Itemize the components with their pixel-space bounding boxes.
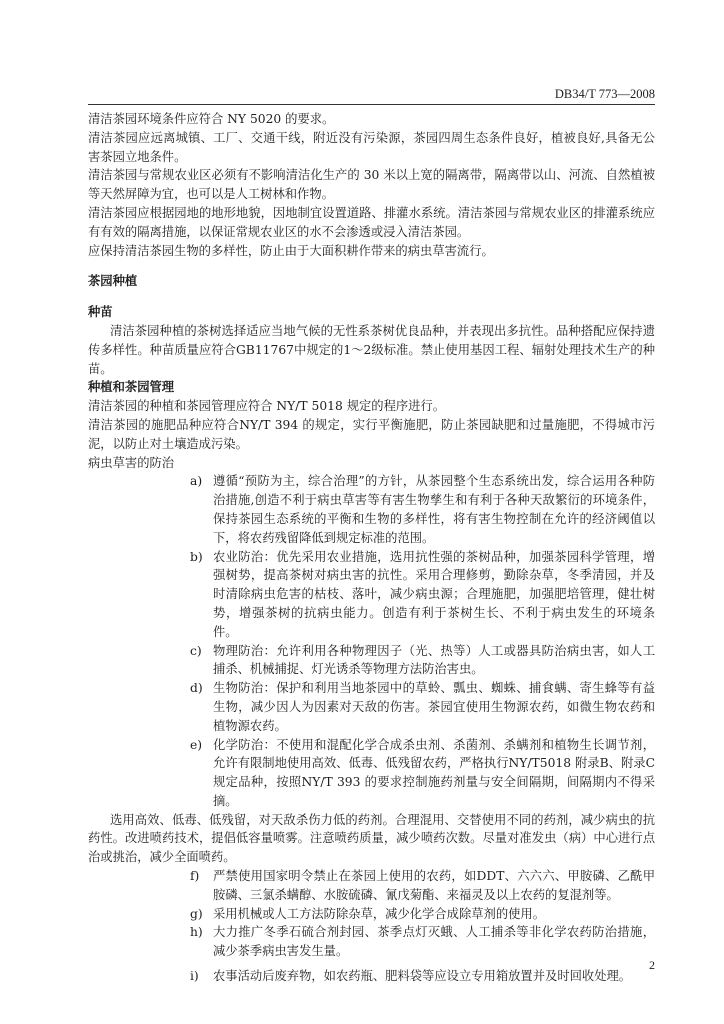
list-item-label: g): [190, 906, 203, 921]
page-number: 2: [649, 958, 655, 972]
section-heading-planting: 茶园种植: [88, 274, 138, 289]
environment-paragraph: 清洁茶园应根据园地的地形地貌，因地制宜设置道路、排灌水系统。清洁茶园与常规农业区的排灌系统应有有效的隔离措施，以保证常规农业区的水不会渗透或浸入清洁茶园。: [88, 205, 655, 239]
list-item-label: b): [190, 549, 203, 564]
header-divider: [88, 104, 655, 105]
list-item-text: 物理防治：允许利用各种物理因子（光、热等）人工或器具防治病虫害，如人工捕杀、机械捕捉、灯光诱杀等物理方法防治害虫。: [213, 643, 655, 677]
list-item-label: e): [190, 737, 203, 752]
list-item: [190, 642, 655, 680]
page-body: [88, 110, 655, 986]
list-item-label: i): [190, 969, 199, 984]
environment-paragraph: 清洁茶园与常规农业区必须有不影响清洁化生产的 30 米以上宽的隔离带，隔离带以山、河流、自然植被等天然屏障为宜，也可以是人工树林和作物。: [88, 168, 655, 202]
list-item-text: 生物防治：保护和利用当地茶园中的草蛉、瓢虫、蜘蛛、捕食螨、寄生蜂等有益生物，减少因人为因素对天敌的伤害。茶园宜使用生物源农药，如微生物农药和植物源农药。: [213, 681, 655, 733]
list-item-text: 严禁使用国家明令禁止在茶园上使用的农药，如DDT、六六六、甲胺磷、乙酰甲胺磷、三氯杀螨醇、水胺硫磷、氰戊菊酯、来福灵及以上农药的复混剂等。: [213, 869, 655, 902]
list-item: [190, 736, 655, 811]
environment-paragraph: 应保持清洁茶园生物的多样性，防止由于大面积耕作带来的病虫草害流行。: [88, 243, 494, 258]
list-item: [190, 923, 655, 961]
list-item-text: 遵循“预防为主，综合治理”的方针，从茶园整个生态系统出发，综合运用各种防治措施,创造不利于病虫草害等有害生物孳生和有利于各种天敌繁衍的环境条件，保持茶园生态系统的平衡和生物的多样性，将有害生物控制在允许的经济阈值以下，将农药残留降低到规定标准的范围。: [213, 474, 655, 545]
environment-paragraph: 清洁茶园应远离城镇、工厂、交通干线，附近没有污染源，茶园四周生态条件良好，植被良好,具备无公害茶园立地条件。: [88, 130, 655, 164]
management-paragraph: 清洁茶园的种植和茶园管理应符合 NY/T 5018 规定的程序进行。: [88, 399, 446, 414]
list-item: [190, 679, 655, 735]
list-item: [190, 967, 655, 986]
list-item-label: f): [190, 869, 200, 884]
standard-code: DB34/T 773—2008: [554, 87, 655, 101]
list-item-label: a): [190, 474, 203, 489]
list-item-text: 采用机械或人工方法防除杂草，减少化学合成除草剂的使用。: [213, 906, 546, 921]
list-item-text: 农业防治：优先采用农业措施，选用抗性强的茶树品种，加强茶园科学管理，增强树势，提高茶树对病虫害的抗性。采用合理修剪，勤除杂草，冬季清园，并及时清除病虫危害的枯枝、落叶，减少病虫源；合理施肥，加强肥培管理，健壮树势，增强茶树的抗病虫能力。创造有利于茶树生长、不利于病虫发生的环境条件。: [213, 549, 655, 639]
list-item-label: d): [190, 681, 203, 696]
subsection-heading-management: 种植和茶园管理: [88, 380, 175, 395]
list-item: [190, 472, 655, 547]
list-item-text: 农事活动后废弃物，如农药瓶、肥料袋等应设立专用箱放置并及时回收处理。: [213, 969, 632, 984]
list-item: [190, 905, 655, 924]
list-item-label: h): [190, 925, 203, 940]
list-item: [190, 867, 655, 905]
list-item: [190, 548, 655, 642]
management-paragraph: 清洁茶园的施肥品种应符合NY/T 394 的规定，实行平衡施肥，防止茶园缺肥和过量施肥，不得城市污泥，以防止对土壤造成污染。: [88, 417, 655, 451]
seedlings-paragraph: 清洁茶园种植的茶树选择适应当地气候的无性系茶树优良品种，并表现出多抗性。品种搭配应保持遗传多样性。种苗质量应符合GB11767中规定的1～2级标准。禁止使用基因工程、辐射处理技术生产的种苗。: [88, 323, 655, 376]
list-item-text: 化学防治：不使用和混配化学合成杀虫剂、杀菌剂、杀螨剂和植物生长调节剂，允许有限制地使用高效、低毒、低残留农药，严格执行NY/T5018 附录B、附录C规定品种，按照NY/T 393 的要求控制施药剂量与安全间隔期，间隔期内不得采摘。: [213, 737, 655, 808]
pest-control-title: 病虫草害的防治: [88, 455, 175, 470]
environment-paragraph: 清洁茶园环境条件应符合 NY 5020 的要求。: [88, 112, 335, 126]
subsection-heading-seedlings: 种苗: [88, 305, 113, 320]
list-item-text: 大力推广冬季石硫合剂封园、茶季点灯灭蛾、人工捕杀等非化学农药防治措施，减少茶季病虫害发生量。: [213, 925, 655, 959]
list-item-label: c): [190, 643, 202, 658]
pesticide-note-paragraph: 选用高效、低毒、低残留，对天敌杀伤力低的药剂。合理混用、交替使用不同的药剂，减少病虫的抗药性。改进喷药技术，提倡低容量喷雾。注意喷药质量，减少喷药次数。尽量对准发虫（病）中心进行点治或挑治，减少全面喷药。: [88, 812, 655, 865]
